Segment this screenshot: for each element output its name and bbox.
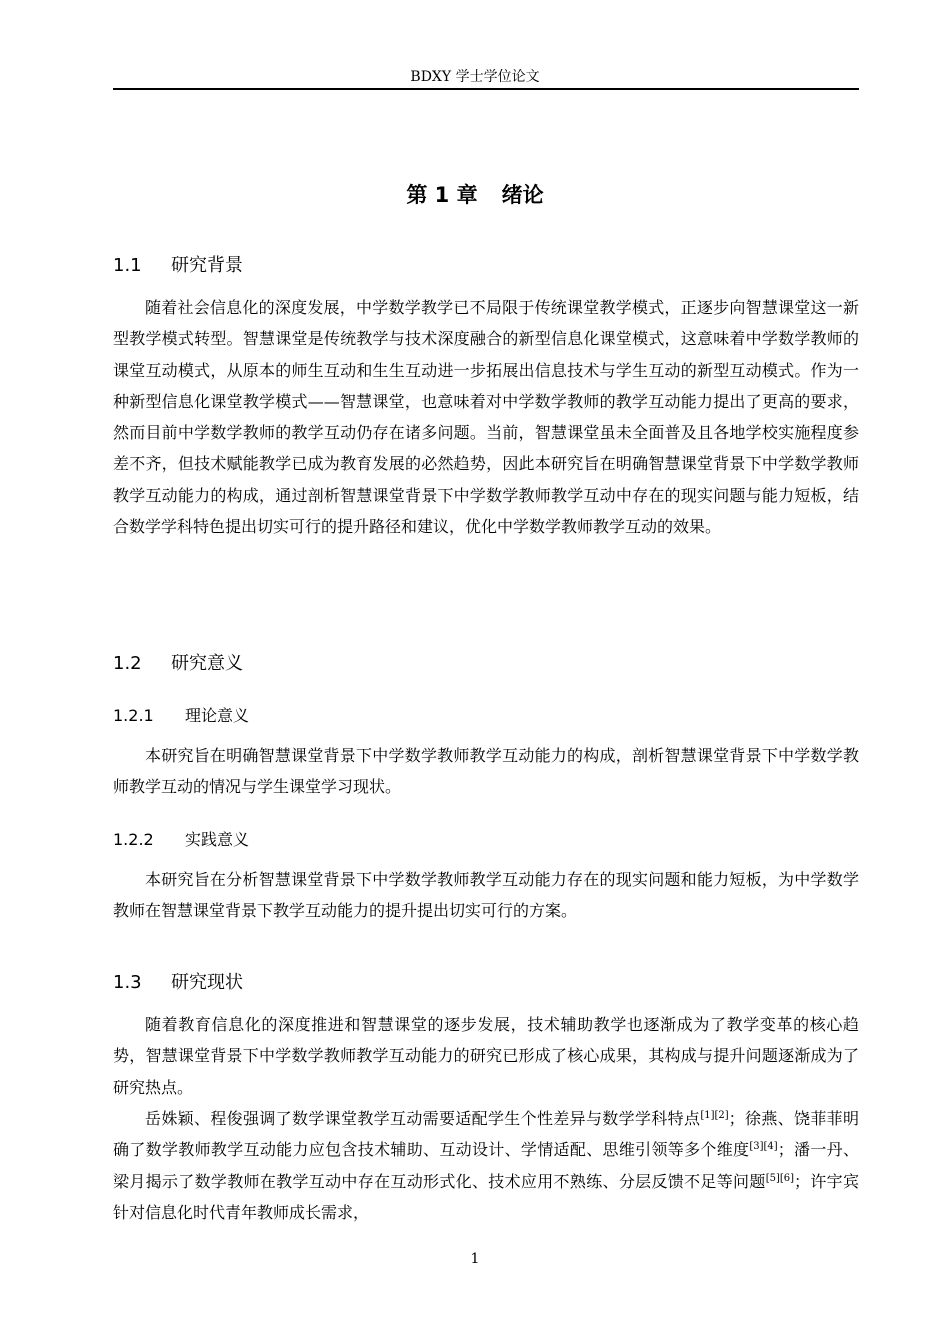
- subsection-heading-1-2-1: [113, 704, 249, 728]
- text-run: 岳姝颖、程俊强调了数学课堂教学互动需要适配学生个性差异与数学学科特点: [145, 1109, 701, 1128]
- subsection-title: 实践意义: [185, 830, 250, 849]
- section-number: 1.2: [113, 653, 142, 674]
- chapter-number: 第 1 章: [406, 183, 478, 207]
- text-run: ；许宇宾针对信息化时代青年教师成长需求，: [113, 1171, 859, 1222]
- page-number: 1: [470, 1251, 480, 1267]
- header-rule: [113, 88, 859, 90]
- subsection-heading-1-2-2: [113, 828, 249, 852]
- chapter-title: [0, 180, 950, 210]
- section-number: 1.3: [113, 972, 142, 993]
- subsection-title: 理论意义: [185, 706, 250, 725]
- paragraph-background: 随着社会信息化的深度发展，中学数学教学已不局限于传统课堂教学模式，正逐步向智慧课堂这一新型教学模式转型。智慧课堂是传统教学与技术深度融合的新型信息化课堂模式，这意味着中学数学教师的课堂互动模式，从原本的师生互动和生生互动进一步拓展出信息技术与学生互动的新型互动模式。作为一种新型信息化课堂教学模式——智慧课堂，也意味着对中学数学教师的教学互动能力提出了更高的要求，然而目前中学数学教师的教学互动仍存在诸多问题。当前，智慧课堂虽未全面普及且各地学校实施程度参差不齐，但技术赋能教学已成为教育发展的必然趋势，因此本研究旨在明确智慧课堂背景下中学数学教师教学互动能力的构成，通过剖析智慧课堂背景下中学数学教师教学互动中存在的现实问题与能力短板，结合数学学科特色提出切实可行的提升路径和建议，优化中学数学教师教学互动的效果。: [113, 298, 859, 537]
- subsection-number: 1.2.1: [113, 706, 154, 725]
- citation: [5][6]: [765, 1172, 795, 1184]
- citation: [3][4]: [749, 1141, 778, 1153]
- section-heading-1-2: [113, 651, 243, 677]
- citation: [2]: [714, 1110, 729, 1121]
- paragraph-theory: 本研究旨在明确智慧课堂背景下中学数学教师教学互动能力的构成，剖析智慧课堂背景下中学数学教师教学互动的情况与学生课堂学习现状。: [113, 746, 859, 797]
- paragraph-practice: 本研究旨在分析智慧课堂背景下中学数学教师教学互动能力存在的现实问题和能力短板，为中学数学教师在智慧课堂背景下教学互动能力的提升提出切实可行的方案。: [113, 870, 859, 921]
- section-heading-1-3: [113, 970, 243, 996]
- section-number: 1.1: [113, 255, 142, 276]
- citation: [1]: [700, 1110, 715, 1121]
- paragraph-status-1: 随着教育信息化的深度推进和智慧课堂的逐步发展，技术辅助教学也逐渐成为了教学变革的核心趋势，智慧课堂背景下中学数学教师教学互动能力的研究已形成了核心成果，其构成与提升问题逐渐成为了研究热点。: [113, 1015, 859, 1097]
- section-title: 研究意义: [171, 653, 243, 674]
- section-title: 研究背景: [171, 255, 243, 276]
- running-header: BDXY 学士学位论文: [410, 69, 540, 85]
- text-run: ；徐燕、饶菲菲明确了数学教师教学互动能力应包含技术辅助、互动设计、学情适配、思维引领等多个维度: [113, 1109, 859, 1160]
- chapter-name: 绪论: [501, 183, 544, 207]
- section-title: 研究现状: [171, 972, 243, 993]
- subsection-number: 1.2.2: [113, 830, 154, 849]
- text-run: ；潘一丹、梁月揭示了数学教师在教学互动中存在互动形式化、技术应用不熟练、分层反馈不足等问题: [113, 1140, 859, 1191]
- section-heading-1-1: [113, 253, 243, 279]
- paragraph-status-2: [113, 1103, 859, 1228]
